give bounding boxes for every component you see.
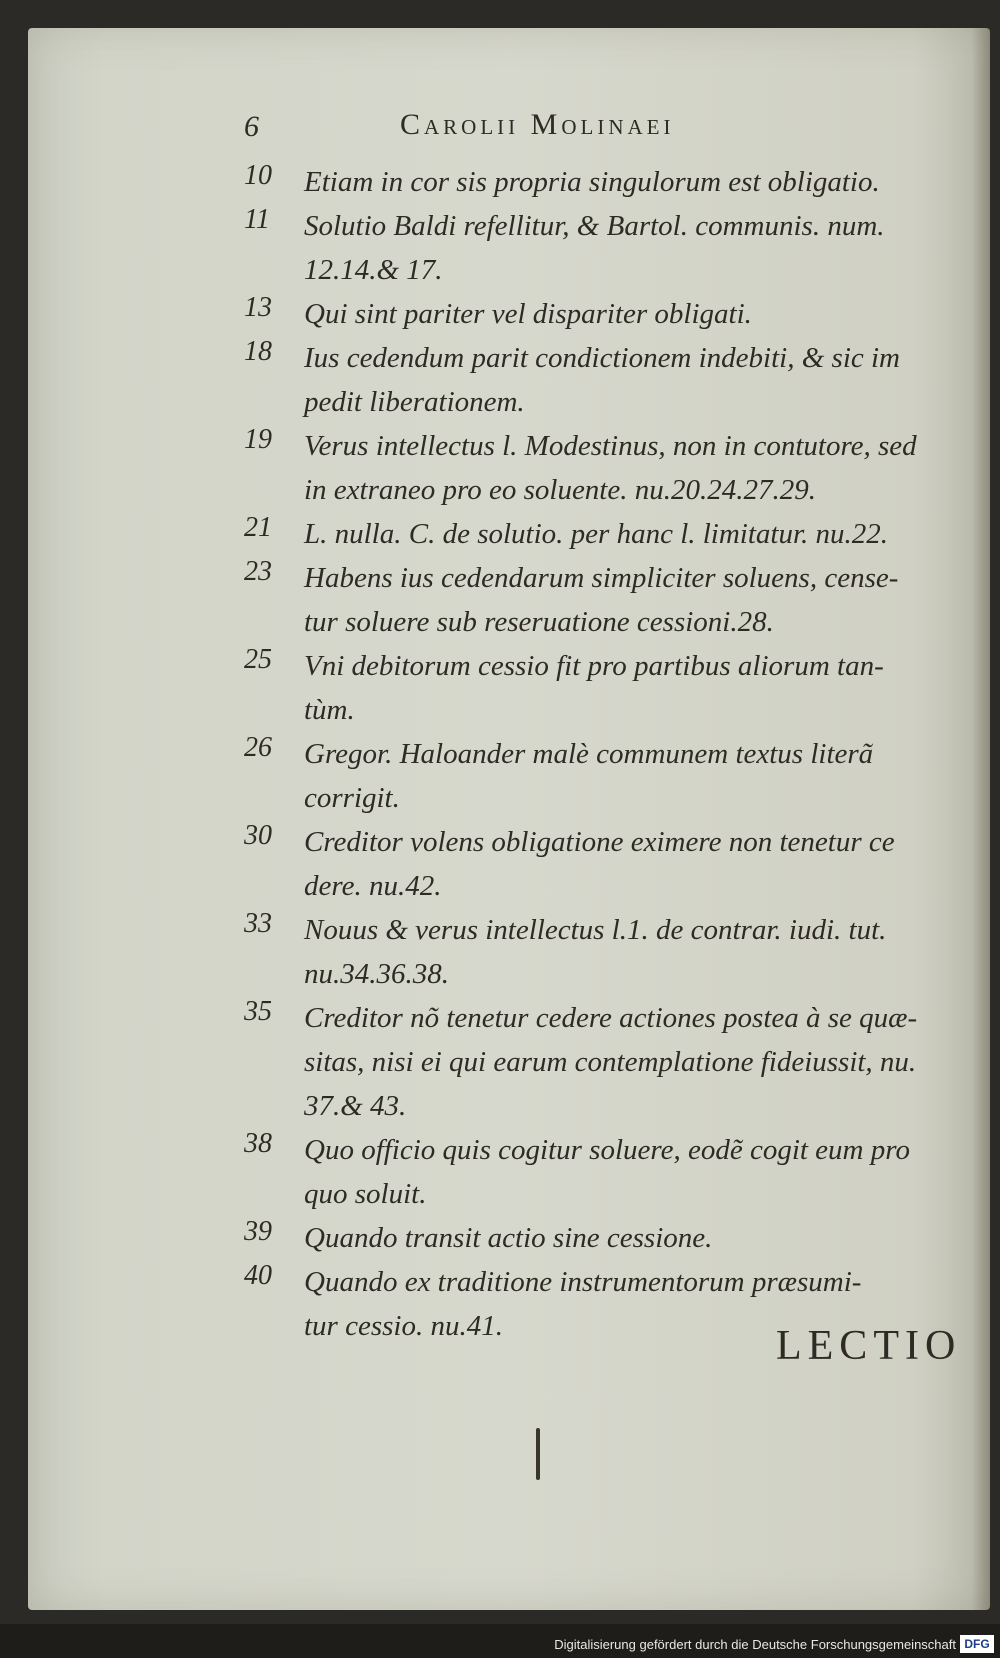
entry-text: Qui sint pariter vel dispariter obligati. (304, 298, 752, 330)
entry-text: Quando ex traditione instrumentorum præsumi- tur cessio. nu.41. (304, 1266, 862, 1342)
running-head: Carolii Molinaei (400, 108, 675, 141)
list-item (244, 996, 944, 1128)
entry-number: 40 (244, 1260, 272, 1291)
entry-text: Creditor volens obligatione eximere non tenetur ce dere. nu.42. (304, 826, 895, 902)
printer-mark (536, 1428, 540, 1480)
list-item (244, 512, 944, 556)
entry-number: 33 (244, 908, 272, 939)
entry-number: 23 (244, 556, 272, 587)
list-item (244, 1216, 944, 1260)
entry-number: 19 (244, 424, 272, 455)
list-item (244, 820, 944, 908)
entry-text: Verus intellectus l. Modestinus, non in contutore, sed in extraneo pro eo soluente. nu.20.24.27.29. (304, 430, 917, 506)
page-header (244, 104, 804, 154)
entry-text: Gregor. Haloander malè communem textus literã corrigit. (304, 738, 874, 814)
entry-number: 39 (244, 1216, 272, 1247)
dfg-logo: DFG (960, 1635, 994, 1653)
entry-number: 11 (244, 204, 270, 235)
catchword: LECTIO (776, 1323, 962, 1369)
entry-text: Vni debitorum cessio fit pro partibus aliorum tan- tùm. (304, 650, 884, 726)
list-item (244, 1128, 944, 1216)
entry-text: Habens ius cedendarum simpliciter soluens, cense- tur soluere sub reseruatione cessioni.28. (304, 562, 899, 638)
entry-number: 30 (244, 820, 272, 851)
list-item (244, 424, 944, 512)
entry-number: 21 (244, 512, 272, 543)
entry-number: 38 (244, 1128, 272, 1159)
list-item (244, 336, 944, 424)
list-item (244, 292, 944, 336)
entry-text: Quo officio quis cogitur soluere, eodẽ cogit eum pro quo soluit. (304, 1134, 910, 1210)
summary-list (244, 160, 944, 1348)
page-edge-shadow (972, 28, 990, 1610)
list-item (244, 160, 944, 204)
list-item (244, 732, 944, 820)
entry-text: Ius cedendum parit condictionem indebiti, & sic im pedit liberationem. (304, 342, 901, 418)
entry-number: 13 (244, 292, 272, 323)
entry-text: Etiam in cor sis propria singulorum est obligatio. (304, 166, 880, 198)
entry-text: Solutio Baldi refellitur, & Bartol. communis. num. 12.14.& 17. (304, 210, 885, 286)
entry-text: Nouus & verus intellectus l.1. de contrar. iudi. tut. nu.34.36.38. (304, 914, 887, 990)
list-item (244, 908, 944, 996)
list-item (244, 556, 944, 644)
entry-text: Quando transit actio sine cessione. (304, 1222, 713, 1254)
digitization-footer (0, 1624, 1000, 1658)
funding-credit: Digitalisierung gefördert durch die Deutsche Forschungsgemeinschaft (554, 1637, 956, 1652)
entry-text: Creditor nõ tenetur cedere actiones postea à se quæ- sitas, nisi ei qui earum contemplatione fideiussit, nu. 37.& 43. (304, 1002, 918, 1122)
list-item (244, 204, 944, 292)
list-item (244, 644, 944, 732)
entry-text: L. nulla. C. de solutio. per hanc l. limitatur. nu.22. (304, 518, 889, 550)
entry-number: 18 (244, 336, 272, 367)
entry-number: 10 (244, 160, 272, 191)
entry-number: 26 (244, 732, 272, 763)
entry-number: 35 (244, 996, 272, 1027)
page-number: 6 (244, 110, 259, 143)
entry-number: 25 (244, 644, 272, 675)
